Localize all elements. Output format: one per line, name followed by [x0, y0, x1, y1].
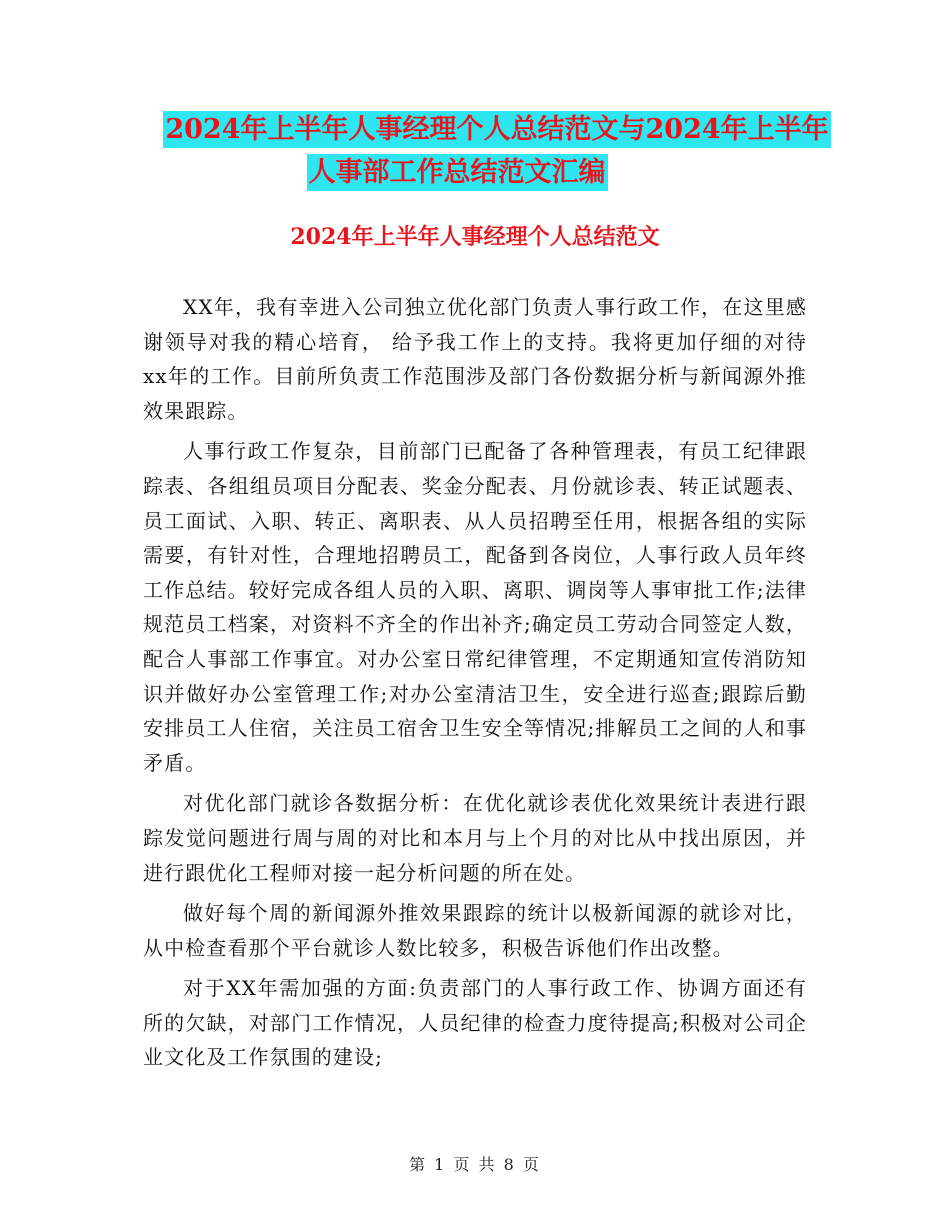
document-title-line-1: 2024年上半年人事经理个人总结范文与2024年上半年 — [22, 112, 950, 148]
section-title: 2024年上半年人事经理个人总结范文 — [290, 224, 660, 250]
paragraph: 做好每个周的新闻源外推效果跟踪的统计以极新闻源的就诊对比，从中检查看那个平台就诊人数比较多，积极告诉他们作出改整。 — [143, 901, 807, 960]
paragraph: 对优化部门就诊各数据分析：在优化就诊表优化效果统计表进行跟踪发觉问题进行周与周的对比和本月与上个月的对比从中找出原因，并进行跟优化工程师对接一起分析问题的所在处。 — [143, 791, 807, 885]
paragraph: 人事行政工作复杂，目前部门已配备了各种管理表，有员工纪律跟踪表、各组组员项目分配表、奖金分配表、月份就诊表、转正试题表、员工面试、入职、转正、离职表、从人员招聘至任用，根据各组的实际需要，有针对性，合理地招聘员工，配备到各岗位，人事行政人员年终工作总结。较好完成各组人员的入职、离职、调岗等人事审批工作;法律规范员工档案，对资料不齐全的作出补齐;确定员工劳动合同签定人数，配合人事部工作事宜。对办公室日常纪律管理，不定期通知宣传消防知识并做好办公室管理工作;对办公室清洁卫生，安全进行巡查;跟踪后勤安排员工人住宿，关注员工宿舍卫生安全等情况;排解员工之间的人和事矛盾。 — [143, 439, 807, 775]
paragraph: XX年，我有幸进入公司独立优化部门负责人事行政工作，在这里感谢领导对我的精心培育， 给予我工作上的支持。我将更加仔细的对待xx年的工作。目前所负责工作范围涉及部门各份数据分析与新闻源外推效果跟踪。 — [143, 295, 807, 423]
page-number-footer: 第 1 页 共 8 页 — [409, 1155, 541, 1174]
paragraph: 对于XX年需加强的方面:负责部门的人事行政工作、协调方面还有所的欠缺，对部门工作情况，人员纪律的检查力度待提高;积极对公司企业文化及工作氛围的建设; — [143, 976, 807, 1070]
document-body — [143, 290, 807, 1081]
document-title-line-2: 人事部工作总结范文汇编 — [0, 155, 932, 191]
